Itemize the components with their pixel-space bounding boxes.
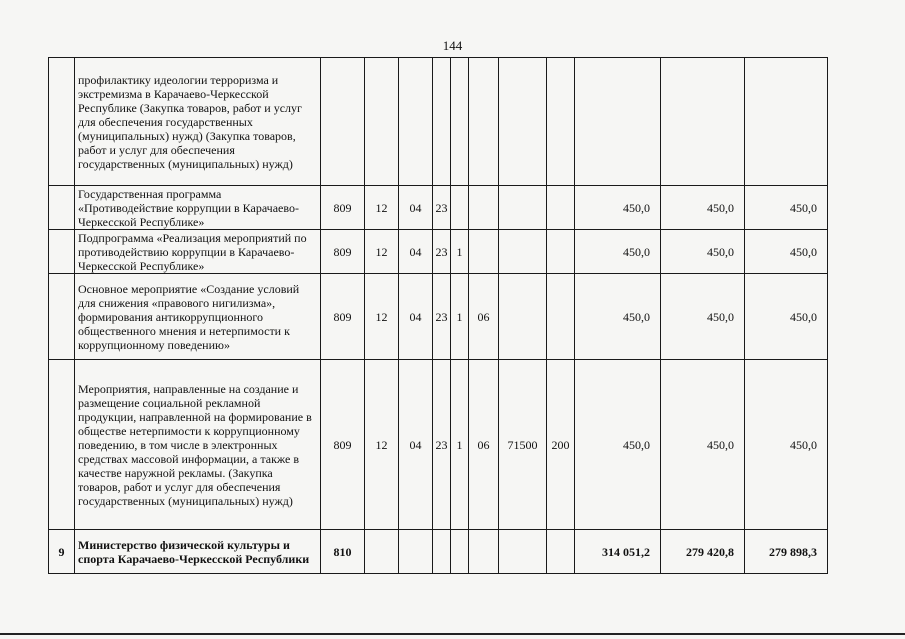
subsection-code-cell: 04 [399,186,433,230]
program-code-cell: 23 [433,230,451,274]
program-code-cell: 23 [433,274,451,360]
direction-code-cell [499,530,547,574]
table-row [49,186,828,230]
row-number-cell [49,274,75,360]
amount-year-1-cell: 450,0 [575,230,661,274]
ministry-code-cell: 809 [321,230,365,274]
event-code-cell: 06 [469,274,499,360]
row-number-cell [49,360,75,530]
expense-name-cell: Подпрограмма «Реализация мероприятий по противодействию коррупции в Карачаево-Черкесской Республике» [75,230,321,274]
table-row [49,274,828,360]
amount-year-2-cell: 450,0 [661,360,745,530]
event-code-cell [469,58,499,186]
row-number-cell [49,58,75,186]
subprogram-code-cell: 1 [451,230,469,274]
section-code-cell [365,58,399,186]
program-code-cell [433,58,451,186]
expense-type-cell [547,230,575,274]
direction-code-cell [499,186,547,230]
table-row [49,360,828,530]
expense-type-cell [547,186,575,230]
expense-type-cell [547,58,575,186]
subprogram-code-cell: 1 [451,360,469,530]
subprogram-code-cell: 1 [451,274,469,360]
subprogram-code-cell [451,186,469,230]
expense-name-cell: Мероприятия, направленные на создание и размещение социальной рекламной продукции, направленной на формирование в обществе нетерпимости к коррупционному поведению, в том числе в электронных средствах массовой информации, а также в качестве наружной рекламы. (Закупка товаров, работ и услуг для обеспечения государственных (муниципальных) нужд) [75,360,321,530]
page-number: 144 [442,38,463,53]
program-code-cell: 23 [433,360,451,530]
section-code-cell: 12 [365,274,399,360]
row-number-cell [49,230,75,274]
direction-code-cell [499,230,547,274]
section-code-cell [365,530,399,574]
amount-year-1-cell: 450,0 [575,186,661,230]
subsection-code-cell: 04 [399,274,433,360]
ministry-code-cell: 810 [321,530,365,574]
amount-year-3-cell: 450,0 [745,186,828,230]
expense-name-cell: Основное мероприятие «Создание условий для снижения «правового нигилизма», формирования антикоррупционного общественного мнения и нетерпимости к коррупционному поведению» [75,274,321,360]
amount-year-2-cell: 279 420,8 [661,530,745,574]
amount-year-1-cell: 450,0 [575,360,661,530]
section-code-cell: 12 [365,230,399,274]
amount-year-1-cell [575,58,661,186]
direction-code-cell: 71500 [499,360,547,530]
table-row [49,58,828,186]
budget-table [48,57,828,574]
scan-edge-line [0,633,905,635]
ministry-code-cell: 809 [321,360,365,530]
direction-code-cell [499,274,547,360]
ministry-code-cell: 809 [321,274,365,360]
ministry-code-cell [321,58,365,186]
subsection-code-cell: 04 [399,230,433,274]
row-number-cell: 9 [49,530,75,574]
expense-name-cell: Министерство физической культуры и спорта Карачаево-Черкесской Республики [75,530,321,574]
amount-year-2-cell [661,58,745,186]
amount-year-1-cell: 314 051,2 [575,530,661,574]
subprogram-code-cell [451,58,469,186]
program-code-cell [433,530,451,574]
subsection-code-cell [399,58,433,186]
amount-year-1-cell: 450,0 [575,274,661,360]
amount-year-2-cell: 450,0 [661,186,745,230]
event-code-cell [469,530,499,574]
amount-year-3-cell: 450,0 [745,274,828,360]
event-code-cell [469,186,499,230]
expense-name-cell: профилактику идеологии терроризма и экстремизма в Карачаево-Черкесской Республике (Закупка товаров, работ и услуг для обеспечения государственных (муниципальных) нужд) (Закупка товаров, работ и услуг для обеспечения государственных (муниципальных) нужд) [75,58,321,186]
amount-year-3-cell: 450,0 [745,360,828,530]
ministry-code-cell: 809 [321,186,365,230]
expense-type-cell: 200 [547,360,575,530]
expense-name-cell: Государственная программа «Противодействие коррупции в Карачаево-Черкесской Республике» [75,186,321,230]
row-number-cell [49,186,75,230]
expense-type-cell [547,530,575,574]
section-code-cell: 12 [365,186,399,230]
amount-year-2-cell: 450,0 [661,274,745,360]
table-row [49,230,828,274]
amount-year-3-cell: 279 898,3 [745,530,828,574]
amount-year-2-cell: 450,0 [661,230,745,274]
expense-type-cell [547,274,575,360]
subsection-code-cell [399,530,433,574]
subsection-code-cell: 04 [399,360,433,530]
amount-year-3-cell [745,58,828,186]
table-row [49,530,828,574]
amount-year-3-cell: 450,0 [745,230,828,274]
direction-code-cell [499,58,547,186]
event-code-cell: 06 [469,360,499,530]
section-code-cell: 12 [365,360,399,530]
subprogram-code-cell [451,530,469,574]
event-code-cell [469,230,499,274]
program-code-cell: 23 [433,186,451,230]
